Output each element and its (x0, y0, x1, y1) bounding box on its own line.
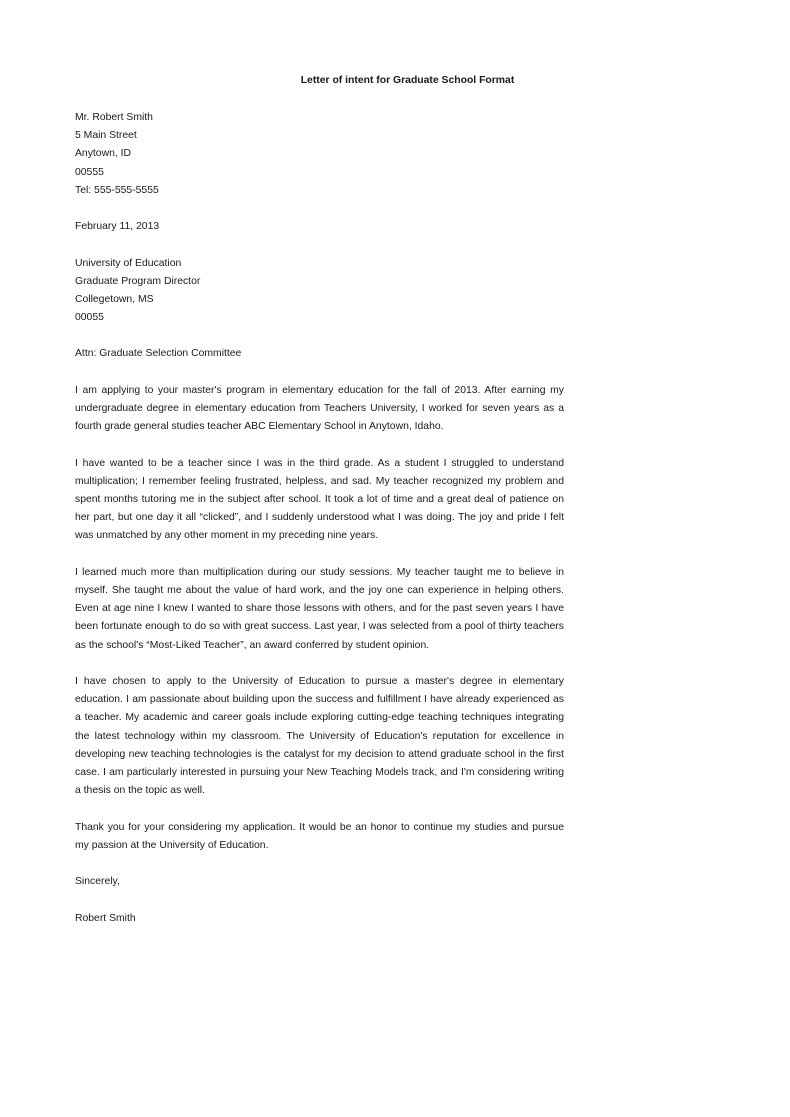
sender-zip: 00555 (75, 166, 104, 178)
body-paragraph-2: I have wanted to be a teacher since I was in the third grade. As a student I struggled to understand multiplication; I remember feeling frustrated, helpless, and sad. My teacher recognized my problem and spent months tutoring me in the subject after school. It took a lot of time and a great deal of patience on her part, but one day it all “clicked”, and I suddenly understood what I was doing. The joy and pride I felt was unmatched by any other moment in my preceding nine years. (75, 457, 564, 542)
spacer (75, 236, 564, 254)
spacer (75, 364, 564, 382)
recipient-organization: University of Education (75, 257, 182, 269)
sender-phone: Tel: 555-555-5555 (75, 184, 159, 196)
recipient-zip: 00055 (75, 312, 104, 324)
spacer (75, 436, 564, 454)
spacer (75, 200, 564, 218)
sender-address (75, 109, 564, 200)
recipient-city-state: Collegetown, MS (75, 293, 154, 305)
document-title: Letter of intent for Graduate School Format (300, 75, 515, 86)
spacer (75, 655, 564, 673)
spacer (75, 800, 564, 818)
letter-body (75, 109, 564, 928)
letter-date: February 11, 2013 (75, 221, 160, 233)
body-paragraph-3: I learned much more than multiplication during our study sessions. My teacher taught me to believe in myself. She taught me about the value of hard work, and the joy one can experience in helping others. Even at age nine I knew I wanted to share those lessons with others, and for the past seven years I have been fortunate enough to do so with great success. Last year, I was selected from a pool of thirty teachers as the school's “Most-Liked Teacher”, an award conferred by student opinion. (75, 566, 564, 651)
recipient-title: Graduate Program Director (75, 275, 201, 287)
spacer (75, 327, 564, 345)
body-paragraph-5: Thank you for your considering my application. It would be an honor to continue my studies and pursue my passion at the University of Education. (75, 821, 564, 851)
body-paragraph-4: I have chosen to apply to the University of Education to pursue a master's degree in elementary education. I am passionate about building upon the success and fulfillment I have already experienced as a teacher. My academic and career goals include exploring cutting-edge teaching techniques integrating the latest technology within my classroom. The University of Education's reputation for excellence in developing new teaching technologies is the catalyst for my decision to attend graduate school in the first case. I am particularly interested in pursuing your New Teaching Models track, and I'm considering writing a thesis on the topic as well. (75, 676, 564, 797)
attention-line: Attn: Graduate Selection Committee (75, 348, 242, 360)
spacer (75, 891, 564, 909)
sender-street: 5 Main Street (75, 130, 137, 142)
closing: Sincerely, (75, 876, 120, 888)
recipient-address (75, 255, 564, 328)
spacer (75, 855, 564, 873)
spacer (75, 546, 564, 564)
sender-city-state: Anytown, ID (75, 148, 132, 160)
body-paragraph-1: I am applying to your master's program in elementary education for the fall of 2013. After earning my undergraduate degree in elementary education from Teachers University, I worked for seven years as a fourth grade general studies teacher ABC Elementary School in Anytown, Idaho. (75, 384, 564, 433)
sender-name: Mr. Robert Smith (75, 112, 153, 123)
signature: Robert Smith (75, 912, 136, 924)
